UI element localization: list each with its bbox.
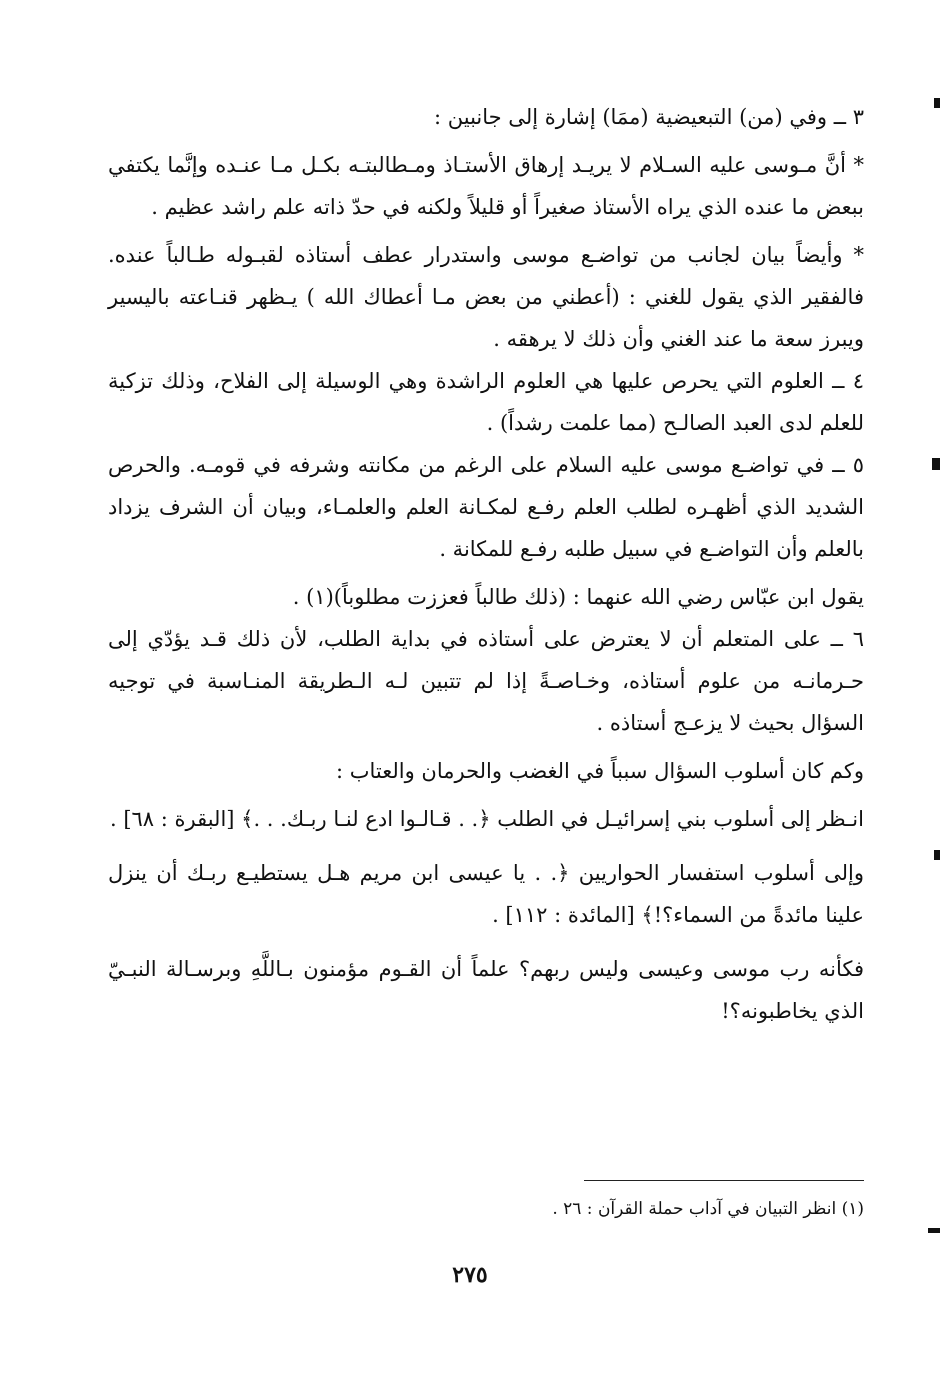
- closing-remark: فكأنه رب موسى وعيسى وليس ربهم؟ علماً أن القـوم مؤمنون بـاللَّهِ وبرسـالة النبـيّ الذي يخاطبونه؟!: [108, 957, 864, 1023]
- hawariyyin-example: وإلى أسلوب استفسار الحواريين ﴿. . يا عيسى ابن مريم هـل يستطيـع ربـك أن ينزل علينا مائدةً من السماء؟!﴾ [المائدة : ١١٢] .: [108, 861, 864, 927]
- scan-edge-mark: [934, 850, 940, 860]
- main-text: [108, 96, 864, 1032]
- ibn-abbas-quote: يقول ابن عبّاس رضي الله عنهما : (ذلك طالباً فعززت مطلوباً)(١) .: [292, 585, 864, 609]
- point-5: ٥ ــ في تواضـع موسى عليه السلام على الرغم من مكانته وشرفه في قومـه. والحرص الشديد الذي أظهـره لطلب العلم رفـع لمكـانة العلم والعلمـاء، وبيان أن الشرف يزداد بالعلم وأن التواضـع في سبيل طلبه رفـع للمكانة .: [108, 453, 864, 561]
- point-3-first-aspect: * أنَّ مـوسى عليه السـلام لا يريـد إرهاق الأستـاذ ومـطالبتـه بكـل مـا عنـده وإنَّما يكتفي ببعض ما عنده الذي يراه الأستاذ صغيراً أو قليلاً ولكنه في حدّ ذاته علم راشد عظيم .: [108, 153, 864, 219]
- scan-edge-mark: [934, 98, 940, 108]
- point-3-intro: ٣ ــ وفي (من) التبعيضية (ممَا) إشارة إلى جانبين :: [434, 105, 864, 129]
- scan-edge-mark: [928, 1228, 940, 1233]
- scan-edge-mark: [932, 458, 940, 470]
- page-number: ٢٧٥: [452, 1262, 488, 1288]
- point-4: ٤ ــ العلوم التي يحرص عليها هي العلوم الراشدة وهي الوسيلة إلى الفلاح، وذلك تزكية للعلم لدى العبد الصالـح (مما علمت رشداً) .: [108, 369, 864, 435]
- footnote-divider: [584, 1180, 864, 1181]
- point-3-second-aspect: * وأيضاً بيان لجانب من تواضـع موسى واستدرار عطف أستاذه لقبـوله طـالباً عنده. فالفقير الذي يقول للغني : (أعطني من بعض مـا أعطاك الله ) يـظهر قنـاعته باليسير ويبرز سعة ما عند الغني وأن ذلك لا يرهقه .: [108, 243, 864, 351]
- point-6: ٦ ــ على المتعلم أن لا يعترض على أستاذه في بداية الطلب، لأن ذلك قـد يؤدّي إلى حـرمانـه من علوم أستاذه، وخـاصـةً إذا لم تتبين لـه الـطريقة المنـاسبة في توجيه السؤال بحيث لا يزعـج أستاذه .: [108, 627, 864, 735]
- bani-israel-example: انـظر إلى أسلوب بني إسرائيـل في الطلب ﴿. . قـالـوا ادع لنـا ربـك. . .﴾ [البقرة : ٦٨] .: [109, 807, 864, 831]
- question-style-intro: وكم كان أسلوب السؤال سبباً في الغضب والحرمان والعتاب :: [336, 759, 864, 783]
- footnote: (١) انظر التبيان في آداب حملة القرآن : ٢٦ .: [552, 1199, 864, 1219]
